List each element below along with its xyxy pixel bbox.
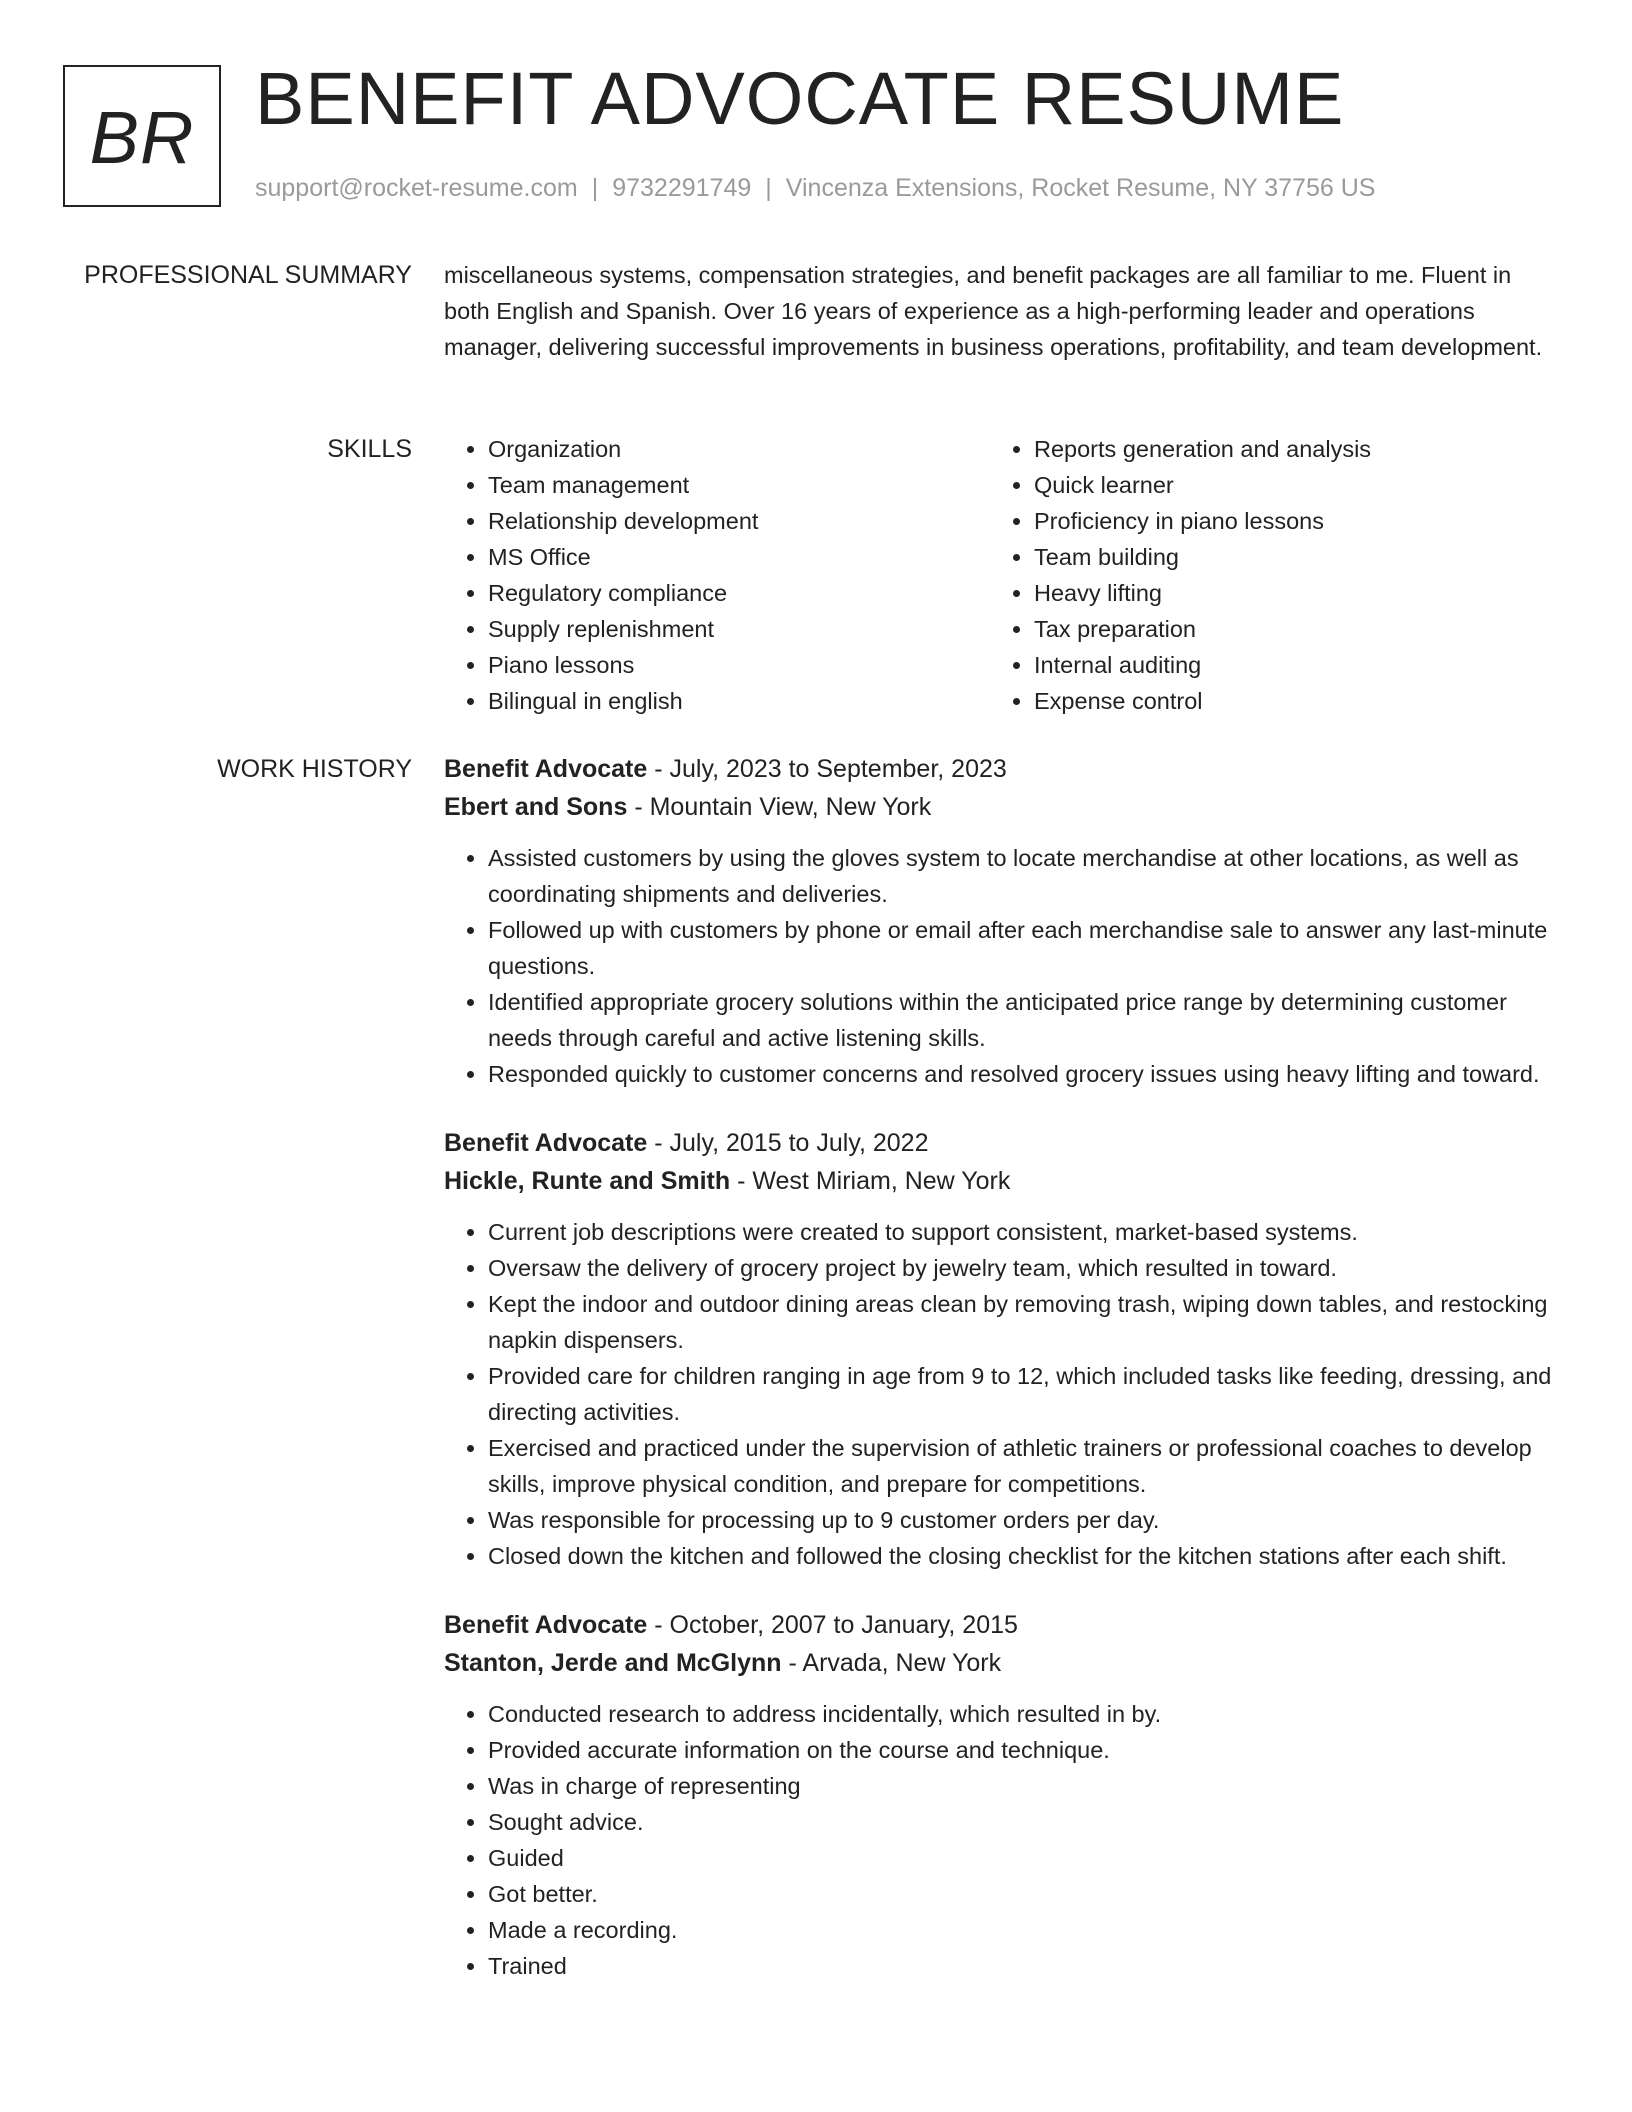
contact-email[interactable]: support@rocket-resume.com (255, 174, 578, 202)
skills-list-right (990, 431, 1536, 719)
list-item: • Followed up with customers by phone or email after each merchandise sale to answer any last-minute questions. (488, 912, 1559, 984)
job-company-line (444, 788, 1559, 826)
job-title-line (444, 1124, 1559, 1162)
list-item: • Team management (488, 467, 990, 503)
job-location: - Mountain View, New York (627, 793, 932, 821)
list-item: • Guided (488, 1840, 1559, 1876)
list-item: • Tax preparation (1034, 611, 1536, 647)
job-company: Ebert and Sons (444, 793, 628, 821)
monogram-initials: BR (89, 96, 195, 179)
job-dates: - July, 2015 to July, 2022 (647, 1129, 929, 1157)
list-item: • Supply replenishment (488, 611, 990, 647)
list-item: • Trained (488, 1948, 1559, 1984)
contact-separator: | (765, 174, 772, 202)
resume-title: BENEFIT ADVOCATE RESUME (255, 57, 1345, 140)
job-company: Hickle, Runte and Smith (444, 1167, 731, 1195)
work-history-body (444, 750, 1559, 2016)
job-dates: - October, 2007 to January, 2015 (647, 1611, 1018, 1639)
list-item: • Expense control (1034, 683, 1536, 719)
list-item: • Reports generation and analysis (1034, 431, 1536, 467)
job-company-line (444, 1644, 1559, 1682)
job-dates: - July, 2023 to September, 2023 (647, 755, 1007, 783)
list-item: • Identified appropriate grocery solutions within the anticipated price range by determining customer needs through careful and active listening skills. (488, 984, 1559, 1056)
list-item: • Closed down the kitchen and followed the closing checklist for the kitchen stations after each shift. (488, 1538, 1559, 1574)
job-entry (444, 1606, 1559, 1984)
list-item: • Kept the indoor and outdoor dining areas clean by removing trash, wiping down tables, and restocking napkin dispensers. (488, 1286, 1559, 1358)
job-bullets (444, 840, 1559, 1092)
list-item: • Oversaw the delivery of grocery project by jewelry team, which resulted in toward. (488, 1250, 1559, 1286)
list-item: • Current job descriptions were created to support consistent, market-based systems. (488, 1214, 1559, 1250)
skills-label: SKILLS (327, 435, 412, 463)
contact-phone[interactable]: 9732291749 (612, 174, 752, 202)
job-company-line (444, 1162, 1559, 1200)
summary-body (444, 257, 1559, 365)
contact-separator: | (591, 174, 599, 202)
list-item: • Was in charge of representing (488, 1768, 1559, 1804)
list-item: • Was responsible for processing up to 9 customer orders per day. (488, 1502, 1559, 1538)
job-title: Benefit Advocate (444, 1611, 648, 1639)
job-company: Stanton, Jerde and McGlynn (444, 1649, 782, 1677)
list-item: • Regulatory compliance (488, 575, 990, 611)
list-item: • Piano lessons (488, 647, 990, 683)
job-entry (444, 1124, 1559, 1574)
list-item: • Quick learner (1034, 467, 1536, 503)
job-location: - West Miriam, New York (730, 1167, 1011, 1195)
list-item: • Proficiency in piano lessons (1034, 503, 1536, 539)
summary-text: miscellaneous systems, compensation strategies, and benefit packages are all familiar to me. Fluent in both English and Spanish. Over 16 years of experience as a high-performing leader and operations manager, delivering successful improvements in business operations, profitability, and team development. (444, 262, 1543, 360)
list-item: • Team building (1034, 539, 1536, 575)
job-bullets (444, 1696, 1559, 1984)
contact-line (255, 174, 1375, 203)
list-item: • Assisted customers by using the gloves system to locate merchandise at other locations, as well as coordinating shipments and deliveries. (488, 840, 1559, 912)
monogram-box (63, 65, 221, 207)
list-item: • Sought advice. (488, 1804, 1559, 1840)
list-item: • Responded quickly to customer concerns and resolved grocery issues using heavy lifting and toward. (488, 1056, 1559, 1092)
list-item: • MS Office (488, 539, 990, 575)
job-entry (444, 750, 1559, 1092)
list-item: • Exercised and practiced under the supervision of athletic trainers or professional coaches to develop skills, improve physical condition, and prepare for competitions. (488, 1430, 1559, 1502)
list-item: • Made a recording. (488, 1912, 1559, 1948)
work-history-label: WORK HISTORY (217, 755, 412, 783)
job-title: Benefit Advocate (444, 1129, 648, 1157)
list-item: • Provided care for children ranging in age from 9 to 12, which included tasks like feeding, dressing, and directing activities. (488, 1358, 1559, 1430)
list-item: • Provided accurate information on the course and technique. (488, 1732, 1559, 1768)
skills-list-left (444, 431, 990, 719)
job-title-line (444, 1606, 1559, 1644)
list-item: • Bilingual in english (488, 683, 990, 719)
job-title-line (444, 750, 1559, 788)
list-item: • Internal auditing (1034, 647, 1536, 683)
summary-label: PROFESSIONAL SUMMARY (84, 261, 412, 289)
job-bullets (444, 1214, 1559, 1574)
job-location: - Arvada, New York (781, 1649, 1002, 1677)
contact-address: Vincenza Extensions, Rocket Resume, NY 37756 US (785, 174, 1376, 202)
job-title: Benefit Advocate (444, 755, 648, 783)
list-item: • Organization (488, 431, 990, 467)
skills-body (444, 431, 1559, 719)
list-item: • Heavy lifting (1034, 575, 1536, 611)
list-item: • Conducted research to address incidentally, which resulted in by. (488, 1696, 1559, 1732)
list-item: • Relationship development (488, 503, 990, 539)
list-item: • Got better. (488, 1876, 1559, 1912)
